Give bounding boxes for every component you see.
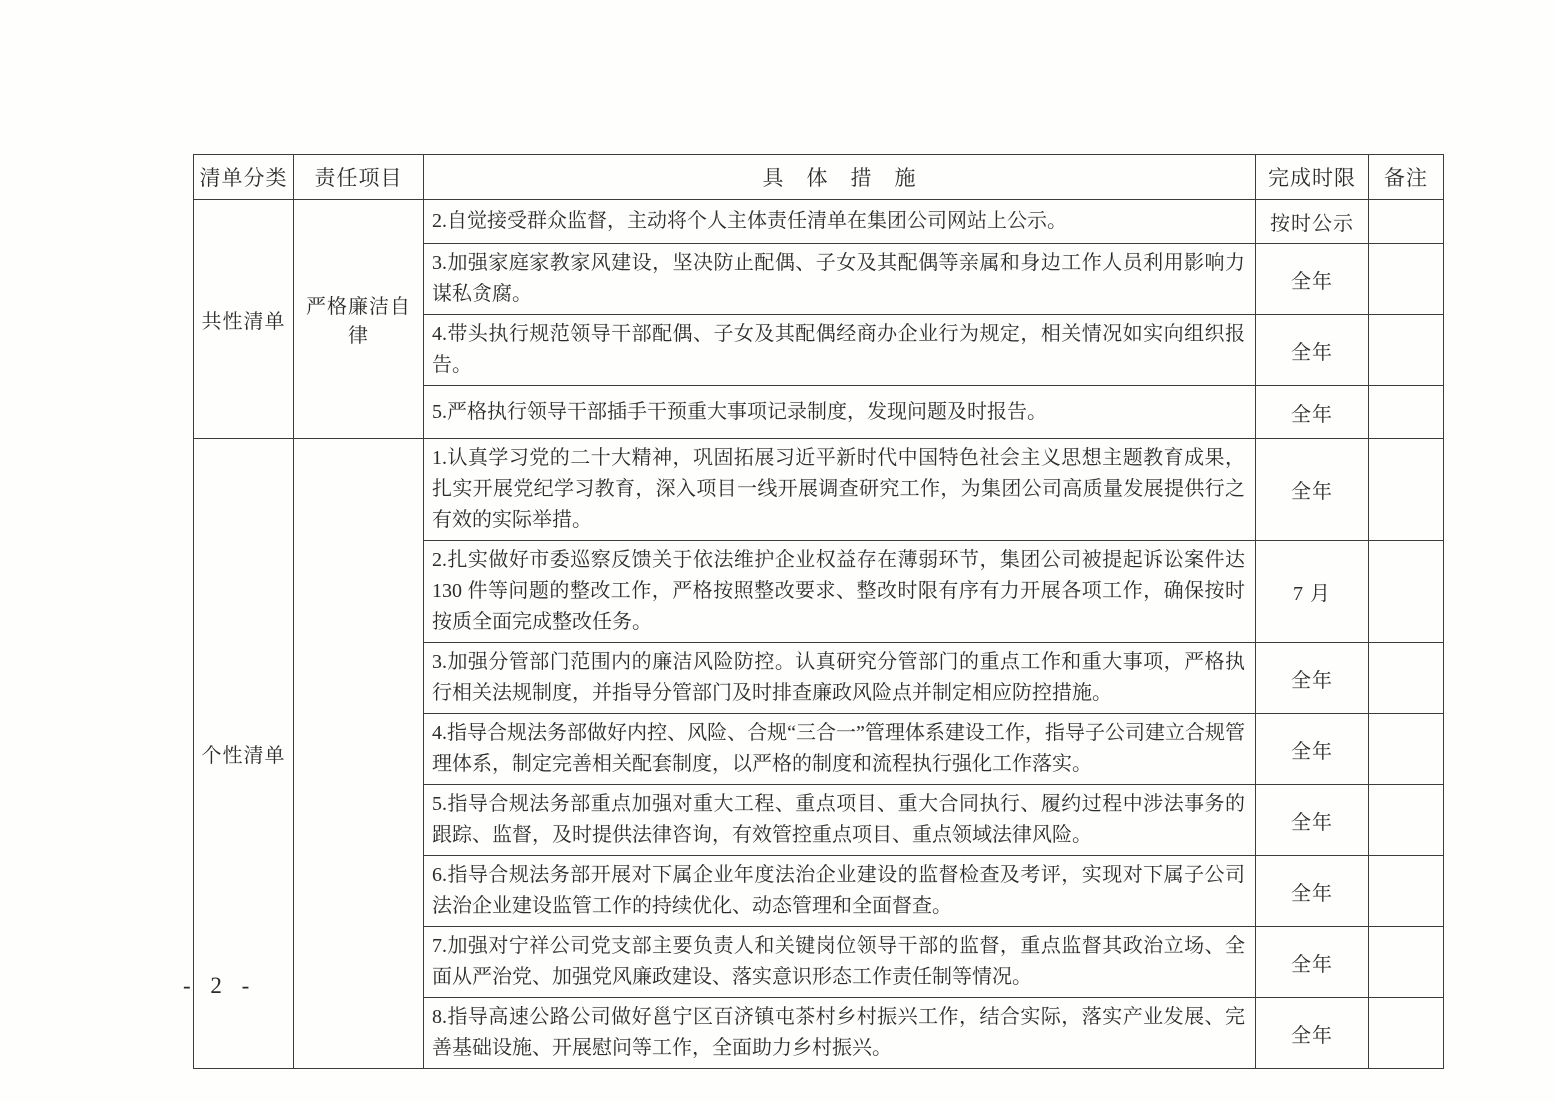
page-number: - 2 - (183, 973, 257, 998)
remark-cell (1369, 856, 1444, 927)
deadline-cell: 全年 (1256, 244, 1369, 315)
header-category: 清单分类 (194, 155, 294, 200)
deadline-cell: 全年 (1256, 714, 1369, 785)
deadline-cell: 全年 (1256, 386, 1369, 439)
deadline-cell: 全年 (1256, 927, 1369, 998)
remark-cell (1369, 714, 1444, 785)
category-cell-common: 共性清单 (194, 200, 294, 439)
responsibility-list-table (193, 154, 1444, 1069)
remark-cell (1369, 244, 1444, 315)
remark-cell (1369, 927, 1444, 998)
deadline-cell: 全年 (1256, 998, 1369, 1069)
remark-cell (1369, 439, 1444, 541)
remark-cell (1369, 643, 1444, 714)
measure-cell: 6.指导合规法务部开展对下属企业年度法治企业建设的监督检查及考评，实现对下属子公司法治企业建设监管工作的持续优化、动态管理和全面督查。 (424, 856, 1256, 927)
deadline-cell: 全年 (1256, 315, 1369, 386)
remark-cell (1369, 998, 1444, 1069)
remark-cell (1369, 785, 1444, 856)
header-measures: 具 体 措 施 (424, 155, 1256, 200)
remark-cell (1369, 315, 1444, 386)
header-deadline: 完成时限 (1256, 155, 1369, 200)
remark-cell (1369, 386, 1444, 439)
project-cell-common: 严格廉洁自律 (294, 200, 424, 439)
measure-cell: 2.扎实做好市委巡察反馈关于依法维护企业权益存在薄弱环节，集团公司被提起诉讼案件达 130 件等问题的整改工作，严格按照整改要求、整改时限有序有力开展各项工作，确保按时按质全面完成整改任务。 (424, 541, 1256, 643)
deadline-cell: 全年 (1256, 785, 1369, 856)
header-remark: 备注 (1369, 155, 1444, 200)
table-row (194, 200, 1444, 244)
measure-cell: 7.加强对宁祥公司党支部主要负责人和关键岗位领导干部的监督，重点监督其政治立场、全面从严治党、加强党风廉政建设、落实意识形态工作责任制等情况。 (424, 927, 1256, 998)
deadline-cell: 7 月 (1256, 541, 1369, 643)
measure-cell: 3.加强家庭家教家风建设，坚决防止配偶、子女及其配偶等亲属和身边工作人员利用影响力谋私贪腐。 (424, 244, 1256, 315)
category-cell-individual: 个性清单 (194, 439, 294, 1069)
measure-cell: 1.认真学习党的二十大精神，巩固拓展习近平新时代中国特色社会主义思想主题教育成果，扎实开展党纪学习教育，深入项目一线开展调查研究工作，为集团公司高质量发展提供行之有效的实际举措。 (424, 439, 1256, 541)
project-cell-individual (294, 439, 424, 1069)
table-header-row (194, 155, 1444, 200)
deadline-cell: 全年 (1256, 439, 1369, 541)
measure-cell: 5.指导合规法务部重点加强对重大工程、重点项目、重大合同执行、履约过程中涉法事务的跟踪、监督，及时提供法律咨询，有效管控重点项目、重点领域法律风险。 (424, 785, 1256, 856)
table-row (194, 439, 1444, 541)
remark-cell (1369, 200, 1444, 244)
measure-cell: 5.严格执行领导干部插手干预重大事项记录制度，发现问题及时报告。 (424, 386, 1256, 439)
measure-cell: 4.带头执行规范领导干部配偶、子女及其配偶经商办企业行为规定，相关情况如实向组织报告。 (424, 315, 1256, 386)
header-project: 责任项目 (294, 155, 424, 200)
measure-cell: 3.加强分管部门范围内的廉洁风险防控。认真研究分管部门的重点工作和重大事项，严格执行相关法规制度，并指导分管部门及时排查廉政风险点并制定相应防控措施。 (424, 643, 1256, 714)
deadline-cell: 全年 (1256, 643, 1369, 714)
remark-cell (1369, 541, 1444, 643)
measure-cell: 2.自觉接受群众监督，主动将个人主体责任清单在集团公司网站上公示。 (424, 200, 1256, 244)
deadline-cell: 全年 (1256, 856, 1369, 927)
measure-cell: 4.指导合规法务部做好内控、风险、合规“三合一”管理体系建设工作，指导子公司建立合规管理体系，制定完善相关配套制度，以严格的制度和流程执行强化工作落实。 (424, 714, 1256, 785)
deadline-cell: 按时公示 (1256, 200, 1369, 244)
measure-cell: 8.指导高速公路公司做好邕宁区百济镇屯茶村乡村振兴工作，结合实际，落实产业发展、完善基础设施、开展慰问等工作，全面助力乡村振兴。 (424, 998, 1256, 1069)
